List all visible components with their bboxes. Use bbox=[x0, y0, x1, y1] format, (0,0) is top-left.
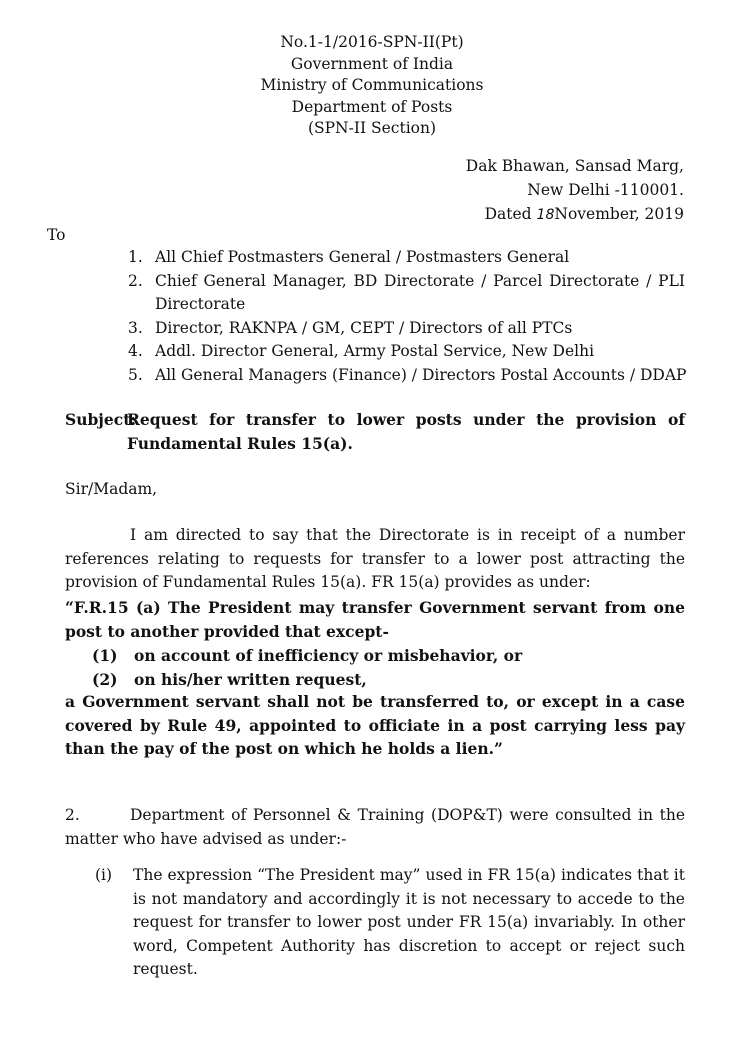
address-block bbox=[466, 154, 684, 227]
item-number: 2. bbox=[128, 271, 143, 290]
paragraph-number: 2. bbox=[65, 806, 80, 824]
subject-label: Subject: bbox=[65, 410, 137, 429]
item-number: (2) bbox=[92, 669, 118, 689]
quote-item bbox=[92, 644, 682, 668]
reference-number: No.1-1/2016-SPN-II(Pt) bbox=[280, 33, 464, 51]
quote-end: a Government servant shall not be transferred to, or except in a case covered by Rule 49, appointed to officiate in a post carrying less pay than the pay of the post on which he holds a lien.” bbox=[65, 692, 685, 758]
item-number: 3. bbox=[128, 318, 143, 337]
date-text: November, 2019 bbox=[554, 205, 684, 223]
item-number: 5. bbox=[128, 365, 143, 384]
list-item bbox=[128, 317, 688, 341]
item-text: Chief General Manager, BD Directorate / Parcel Directorate / PLI Directorate bbox=[155, 271, 685, 313]
item-text: The expression “The President may” used in FR 15(a) indicates that it is not mandatory and accordingly it is not necessary to accede to the request for transfer to lower post under FR 15(a) invariably. In other word, Competent Authority has discretion to accept or reject such request. bbox=[133, 866, 685, 978]
item-text: on account of inefficiency or misbehavior, or bbox=[134, 646, 523, 665]
list-item bbox=[128, 364, 688, 388]
dated-label: Dated bbox=[484, 205, 532, 223]
item-number: (1) bbox=[92, 646, 118, 665]
paragraph-1: I am directed to say that the Directorate is in receipt of a number references relating to requests for transfer to a lower post attracting the provision of Fundamental Rules 15(a). FR 15(a) provides as under: bbox=[65, 526, 685, 591]
subject-line bbox=[65, 408, 685, 455]
item-number: 4. bbox=[128, 342, 143, 360]
list-item bbox=[128, 270, 688, 317]
address-line: New Delhi -110001. bbox=[527, 181, 684, 199]
item-text: on his/her written request, bbox=[134, 669, 367, 689]
salutation: Sir/Madam, bbox=[65, 480, 158, 498]
date-line bbox=[466, 202, 684, 227]
to-label: To bbox=[47, 226, 66, 244]
item-text: All Chief Postmasters General / Postmasters General bbox=[155, 248, 570, 266]
section-name: (SPN-II Section) bbox=[307, 119, 437, 137]
department-name: Department of Posts bbox=[291, 97, 453, 116]
subject-text: Request for transfer to lower posts under the provision of Fundamental Rules 15(a). bbox=[127, 410, 685, 453]
advice-list bbox=[95, 864, 685, 982]
recipient-list bbox=[128, 246, 688, 387]
advice-item bbox=[95, 864, 685, 982]
ministry-name: Ministry of Communications bbox=[260, 76, 484, 94]
item-number: (i) bbox=[95, 866, 113, 884]
item-number: 1. bbox=[128, 248, 143, 266]
paragraph-2 bbox=[65, 804, 685, 851]
handwritten-day: 18 bbox=[536, 207, 555, 223]
address-line: Dak Bhawan, Sansad Marg, bbox=[465, 157, 684, 175]
quote-items bbox=[92, 644, 682, 691]
list-item bbox=[128, 340, 688, 364]
quote-item bbox=[92, 668, 682, 692]
paragraph-text: Department of Personnel & Training (DOP&T) were consulted in the matter who have advised as under:- bbox=[65, 806, 685, 848]
quote-intro: “F.R.15 (a) The President may transfer Government servant from one post to another provided that except- bbox=[65, 598, 685, 641]
item-text: Addl. Director General, Army Postal Service, New Delhi bbox=[155, 342, 595, 360]
item-text: All General Managers (Finance) / Directors Postal Accounts / DDAP bbox=[155, 365, 687, 384]
item-text: Director, RAKNPA / GM, CEPT / Directors of all PTCs bbox=[155, 318, 573, 337]
government-name: Government of India bbox=[290, 54, 454, 73]
list-item bbox=[128, 246, 688, 270]
letter-header bbox=[0, 32, 744, 140]
